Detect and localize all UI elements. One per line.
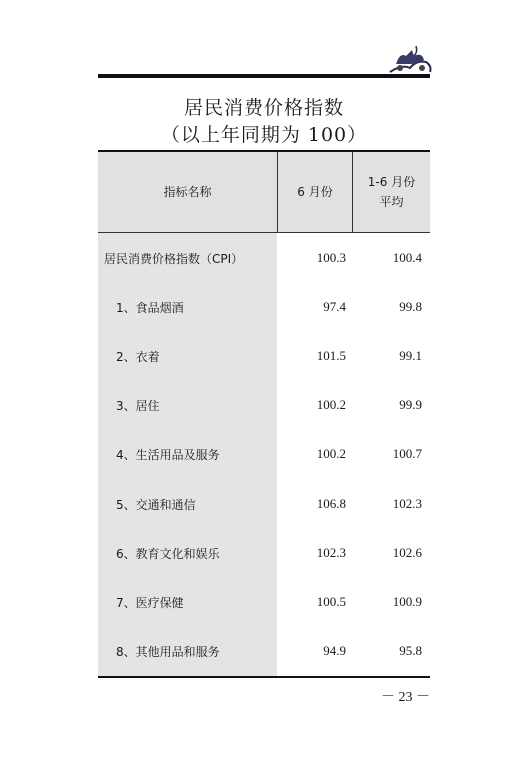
table-row: [98, 545, 430, 565]
row-average-value: 99.1: [399, 348, 422, 363]
row-average-value: 102.6: [392, 545, 422, 560]
header-indicator-name: 指标名称: [163, 185, 212, 199]
row-name: 5、交通和通信: [116, 498, 196, 512]
table-row: [98, 643, 430, 663]
table-header-separator: [98, 232, 430, 233]
row-average-value: 99.8: [399, 299, 422, 314]
row-average-value: 100.7: [392, 446, 422, 461]
table-bottom-rule: [98, 676, 430, 678]
page-subtitle: （以上年同期为 100）: [160, 124, 368, 146]
row-name: 8、其他用品和服务: [116, 645, 220, 659]
row-name: 6、教育文化和娱乐: [116, 547, 220, 561]
row-june-value: 94.9: [323, 643, 346, 658]
header-average-line1: 1-6 月份: [367, 175, 416, 189]
table-row: [98, 348, 430, 368]
row-june-value: 100.2: [316, 397, 346, 412]
row-june-value: 97.4: [323, 299, 346, 314]
row-june-value: 100.5: [316, 594, 346, 609]
row-june-value: 100.3: [316, 250, 346, 265]
row-name: 3、居住: [116, 399, 160, 413]
table-row: [98, 496, 430, 516]
row-name: 1、食品烟酒: [116, 301, 184, 315]
table-row: [98, 250, 430, 270]
row-average-value: 99.9: [399, 397, 422, 412]
row-june-value: 100.2: [316, 446, 346, 461]
table-row: [98, 594, 430, 614]
header-rule: [98, 74, 430, 78]
header-average: [353, 152, 430, 232]
page-number: － 23 －: [381, 690, 430, 705]
row-name: 4、生活用品及服务: [116, 448, 220, 462]
row-average-value: 102.3: [392, 496, 422, 511]
row-average-value: 100.9: [392, 594, 422, 609]
row-june-value: 106.8: [316, 496, 346, 511]
row-june-value: 101.5: [316, 348, 346, 363]
row-average-value: 95.8: [399, 643, 422, 658]
row-june-value: 102.3: [316, 545, 346, 560]
row-name: 2、衣着: [116, 350, 160, 364]
row-average-value: 100.4: [392, 250, 422, 265]
table-row: [98, 397, 430, 417]
row-name: 居民消费价格指数（CPI）: [104, 252, 244, 266]
header-june: 6 月份: [297, 185, 333, 199]
row-name: 7、医疗保健: [116, 596, 184, 610]
table-row: [98, 446, 430, 466]
horse-logo-icon: [388, 42, 434, 76]
page-title: 居民消费价格指数: [183, 97, 344, 119]
table-row: [98, 299, 430, 319]
header-average-line2: 平均: [379, 195, 404, 209]
cpi-table: [98, 150, 430, 678]
